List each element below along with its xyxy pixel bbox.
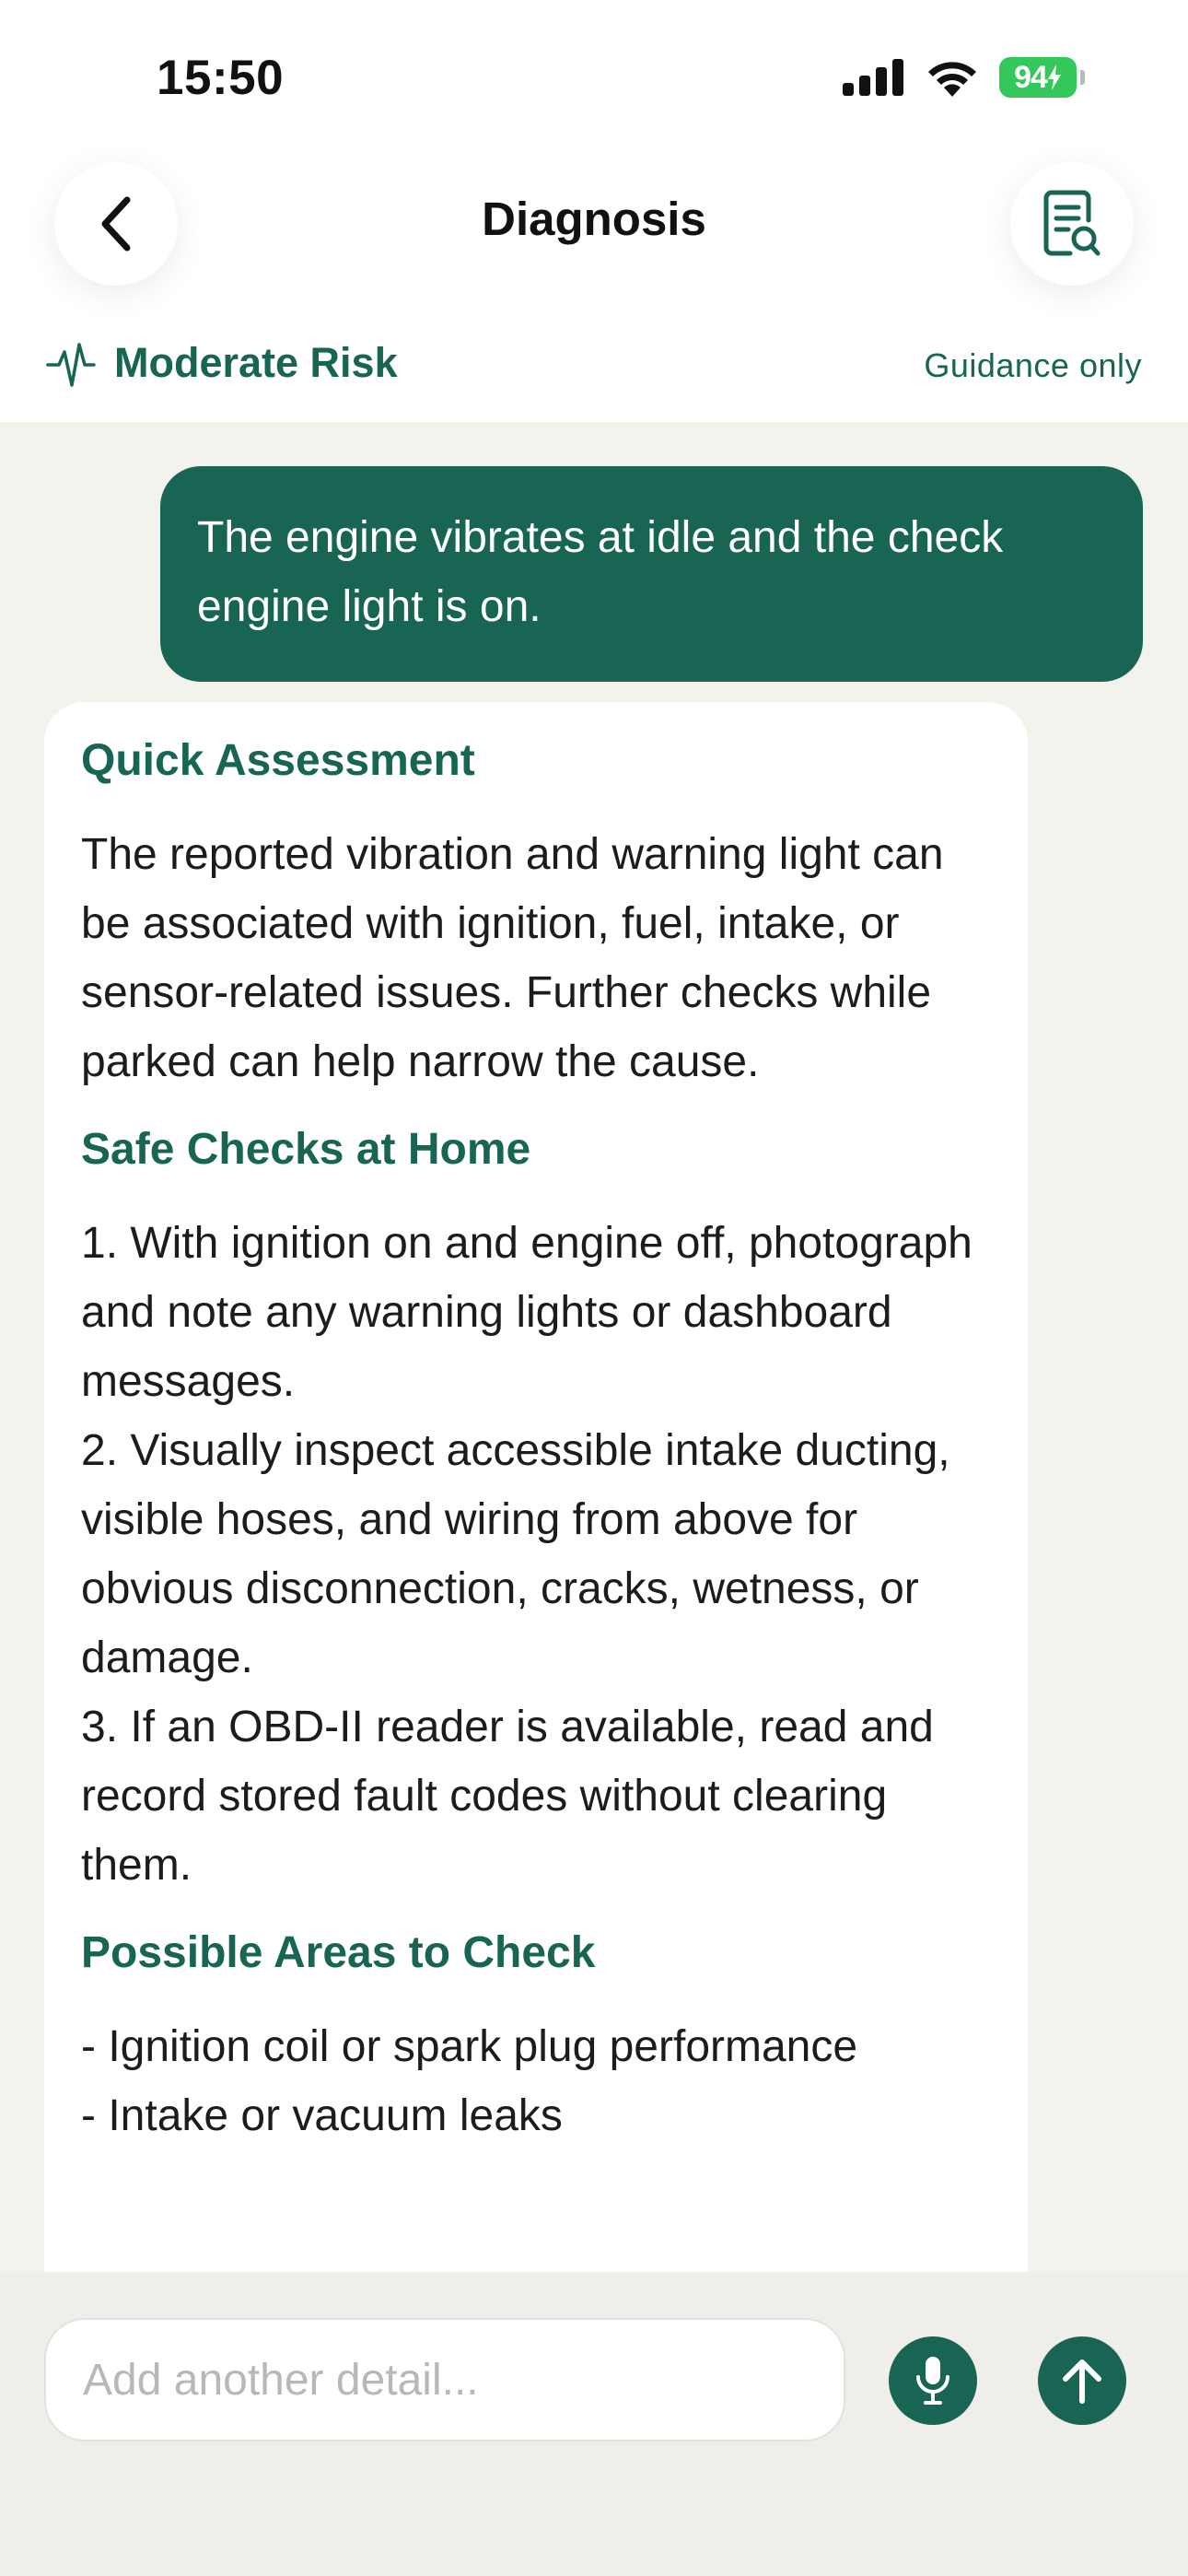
risk-indicator (46, 337, 398, 389)
assessment-heading: Quick Assessment (81, 736, 475, 785)
area-item: - Ignition coil or spark plug performance (81, 2022, 858, 2071)
status-time: 15:50 (157, 51, 285, 105)
pulse-icon (46, 337, 96, 389)
charging-bolt-icon (1047, 64, 1062, 90)
check-item: 1. With ignition on and engine off, photograph and note any warning lights or dashboard messages. (81, 1219, 973, 1406)
assistant-response-card (44, 702, 1028, 2360)
status-icons (843, 57, 1085, 98)
send-button[interactable] (1038, 2336, 1126, 2425)
message-composer (0, 2272, 1188, 2576)
battery-level: 94 (1014, 59, 1047, 95)
detail-input[interactable] (44, 2318, 845, 2441)
user-message-text: The engine vibrates at idle and the check engine light is on. (197, 513, 1004, 631)
risk-label: Moderate Risk (114, 339, 398, 386)
areas-heading: Possible Areas to Check (81, 1928, 596, 1977)
report-button[interactable] (1010, 162, 1134, 286)
checks-heading: Safe Checks at Home (81, 1125, 531, 1174)
assessment-body: The reported vibration and warning light can be associated with ignition, fuel, intake, or sensor-related issues. Further checks while parked can help narrow the cause. (81, 830, 944, 1086)
microphone-icon (914, 2355, 951, 2406)
cellular-signal-icon (843, 59, 905, 96)
page-title: Diagnosis (482, 193, 706, 245)
header (0, 0, 1188, 422)
area-item: - Intake or vacuum leaks (81, 2091, 563, 2140)
document-search-icon (1042, 189, 1101, 259)
arrow-up-icon (1060, 2357, 1104, 2405)
battery-cap (1080, 70, 1085, 85)
user-message-bubble (160, 466, 1143, 682)
check-item: 2. Visually inspect accessible intake ducting, visible hoses, and wiring from above for obvious disconnection, cracks, wetness, or damage. (81, 1426, 950, 1682)
checks-list (81, 1209, 991, 1900)
microphone-button[interactable] (889, 2336, 977, 2425)
guidance-note: Guidance only (924, 346, 1142, 384)
battery-indicator (999, 57, 1077, 98)
check-item: 3. If an OBD-II reader is available, read and record stored fault codes without clearing them. (81, 1703, 934, 1890)
areas-list (81, 2012, 991, 2150)
wifi-icon (926, 58, 979, 97)
